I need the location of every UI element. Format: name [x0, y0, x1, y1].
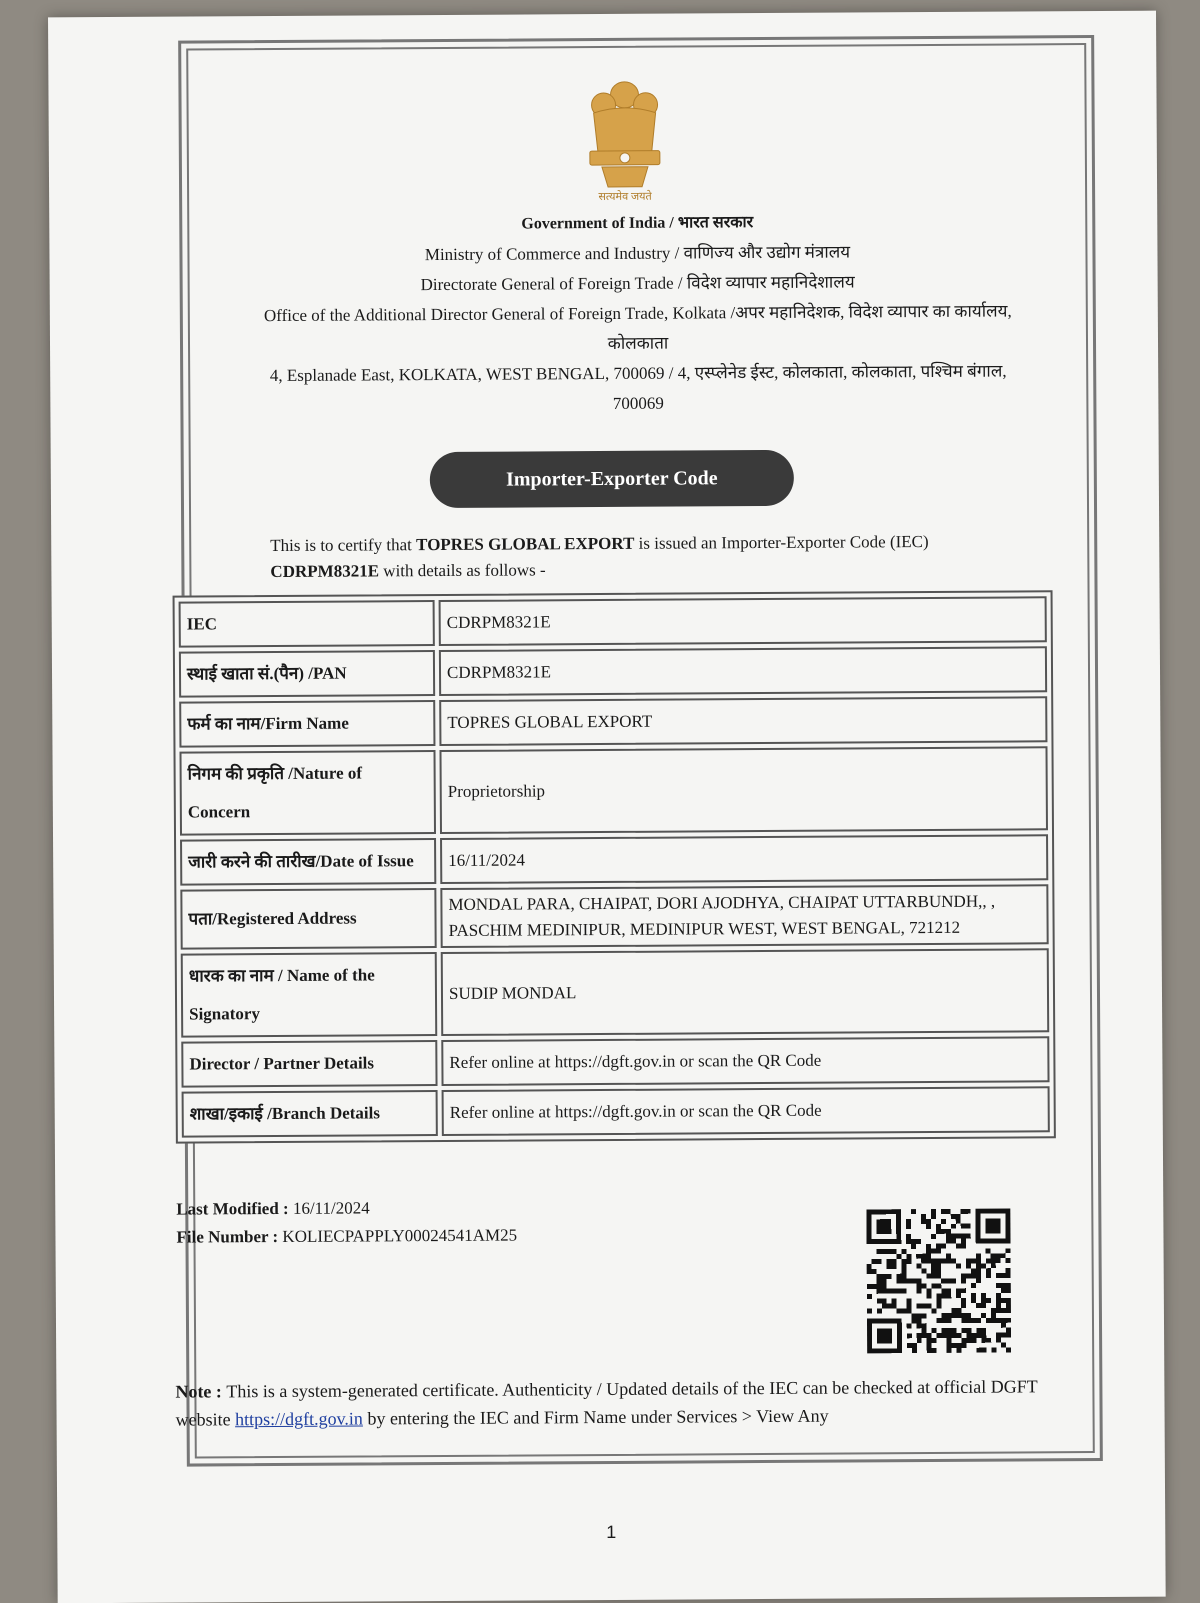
- file-number: [176, 1222, 517, 1252]
- row-value: Refer online at https://dgft.gov.in or scan the QR Code: [441, 1036, 1049, 1086]
- row-label: निगम की प्रकृति /Nature of Concern: [179, 750, 436, 836]
- row-value: MONDAL PARA, CHAIPAT, DORI AJODHYA, CHAIPAT UTTARBUNDH,, , PASCHIM MEDINIPUR, MEDINIPUR WEST, WEST BENGAL, 721212: [440, 884, 1048, 948]
- row-label: पता/Registered Address: [180, 888, 436, 950]
- certification-statement: [270, 529, 1004, 585]
- last-modified: [176, 1194, 517, 1224]
- table-row: [180, 834, 1048, 885]
- emblem-motto: सत्यमेव जयते: [598, 190, 652, 204]
- table-row: [179, 646, 1047, 697]
- row-label: शाखा/इकाई /Branch Details: [182, 1090, 438, 1138]
- table-row: [181, 948, 1049, 1037]
- file-number-value: KOLIECPAPPLY00024541AM25: [282, 1225, 518, 1246]
- page-number: 1: [606, 1521, 617, 1543]
- outer-border: [175, 35, 1103, 1467]
- address-line: 4, Esplanade East, KOLKATA, WEST BENGAL, 700069 / 4, एस्प्लेनेड ईस्ट, कोलकाता, कोलकाता, पश्चिम बंगाल,: [269, 361, 1007, 386]
- row-value: CDRPM8321E: [439, 646, 1047, 696]
- table-row: [179, 596, 1047, 647]
- record-meta: [176, 1194, 517, 1252]
- certify-middle: is issued an Importer-Exporter Code (IEC): [634, 532, 929, 553]
- last-modified-value: 16/11/2024: [292, 1198, 370, 1218]
- row-label: जारी करने की तारीख/Date of Issue: [180, 838, 436, 886]
- row-value: Refer online at https://dgft.gov.in or scan the QR Code: [442, 1086, 1050, 1136]
- document-title: Importer-Exporter Code: [430, 450, 794, 508]
- row-value: CDRPM8321E: [439, 596, 1047, 646]
- certify-firm-name: TOPRES GLOBAL EXPORT: [416, 533, 635, 555]
- note-label: Note :: [175, 1381, 227, 1402]
- address-line-2: 700069: [612, 393, 664, 413]
- row-label: फर्म का नाम/Firm Name: [179, 700, 435, 748]
- dgft-website-link[interactable]: https://dgft.gov.in: [235, 1408, 363, 1430]
- certificate-page: [48, 11, 1166, 1603]
- issuing-authority-header: [192, 206, 1083, 421]
- note-text: This is a system-generated certificate. Authenticity / Updated details of the IEC can be checked at official DGFT website: [175, 1376, 1038, 1430]
- government-heading: Government of India / भारत सरकार: [521, 214, 754, 233]
- table-row: [181, 1036, 1049, 1087]
- qr-code-icon[interactable]: [866, 1209, 1011, 1354]
- certify-iec: CDRPM8321E: [270, 561, 380, 582]
- row-value: 16/11/2024: [440, 834, 1048, 884]
- certify-prefix: This is to certify that: [270, 535, 417, 556]
- verification-note: [175, 1372, 1089, 1434]
- iec-details-table: [173, 590, 1056, 1143]
- table-row: [179, 746, 1047, 835]
- national-emblem-icon: [579, 73, 670, 204]
- office-line-2: कोलकाता: [607, 333, 669, 353]
- table-row: [182, 1086, 1050, 1137]
- table-row: [179, 696, 1047, 747]
- row-label: स्थाई खाता सं.(पैन) /PAN: [179, 650, 435, 698]
- file-number-label: File Number :: [176, 1226, 283, 1247]
- row-value: SUDIP MONDAL: [441, 948, 1050, 1036]
- ministry-line: Ministry of Commerce and Industry / वाणिज्य और उद्योग मंत्रालय: [424, 242, 851, 265]
- last-modified-label: Last Modified :: [176, 1198, 293, 1219]
- directorate-line: Directorate General of Foreign Trade / विदेश व्यापार महानिदेशालय: [420, 272, 855, 295]
- certify-suffix: with details as follows -: [378, 560, 546, 581]
- row-value: TOPRES GLOBAL EXPORT: [439, 696, 1047, 746]
- office-line: Office of the Additional Director General of Foreign Trade, Kolkata /अपर महानिदेशक, विदेश व्यापार का कार्यालय,: [263, 301, 1012, 326]
- table-row: [180, 884, 1048, 949]
- note-text-continued: by entering the IEC and Firm Name under Services > View Any: [362, 1405, 829, 1429]
- row-label: धारक का नाम / Name of the Signatory: [181, 952, 438, 1038]
- row-label: IEC: [179, 600, 435, 648]
- row-label: Director / Partner Details: [181, 1040, 437, 1088]
- row-value: Proprietorship: [439, 746, 1048, 834]
